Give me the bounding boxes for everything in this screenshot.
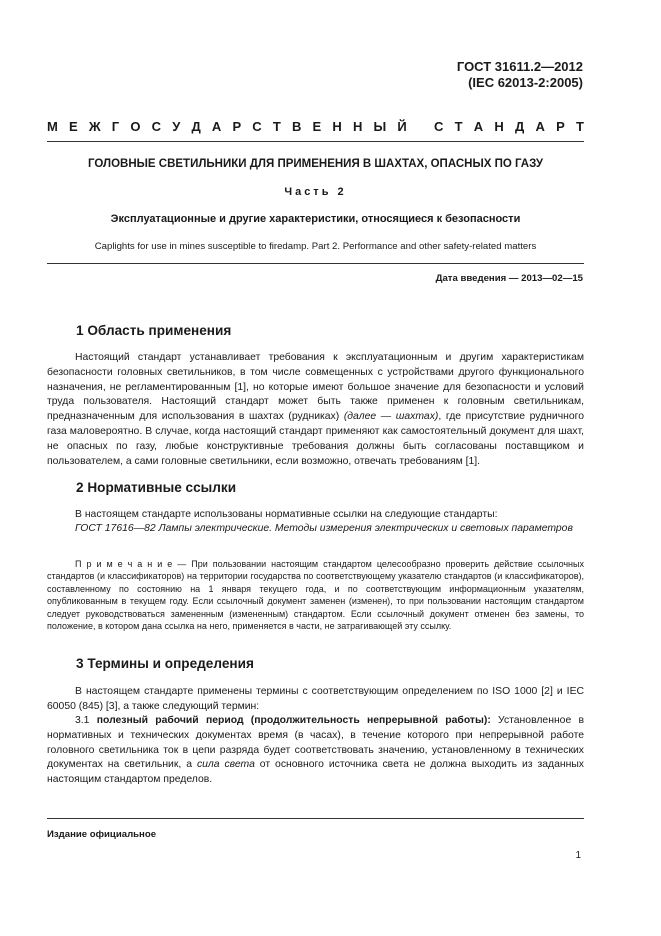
banner-left-letter: Р [232,119,242,134]
page-number: 1 [575,850,581,861]
section-1-text-italic: (далее — шахтах) [343,411,439,423]
banner-right-letter: Т [575,119,584,134]
term-name: полезный рабочий период (продолжительность непрерывной работы): [96,715,491,726]
standard-code-block [457,59,583,91]
banner-left-letter: А [211,119,222,134]
banner-left-letters [47,119,407,134]
introduction-date: Дата введения — 2013—02—15 [435,273,583,284]
banner-left-letter: Е [69,119,78,134]
section-1-text-a: Настоящий стандарт устанавливает требования к эксплуатационным и другим характеристикам безопасности головных светильников, в том числе совмещенных с устройствами другого функционального назначения, не регламентированным [1], но которые имеют большое значение для безопасности и условий труда пользователя. Настоящий стандарт может быть также применен к головным светильникам, предназначенным для использования в шахтах (рудниках) [47,352,584,423]
banner-right-letters [434,119,584,134]
banner-left-letter: О [130,119,141,134]
divider-top [47,141,584,142]
section-1-text-b: , где присутствие рудничного газа маловероятно. В случае, когда настоящий стандарт применяют как самостоятельный документ для шахт, не опасных по газу, любые конструктивные требования должны быть согласованы поставщиком и пользователем, а сами головные светильники, если возможно, отвечать требованиям [1]. [47,411,584,467]
banner-right-letter: Т [454,119,463,134]
standard-number: ГОСТ 31611.2—2012 [456,59,583,74]
section-1-heading: 1 Область применения [76,323,232,338]
banner-right-letter: Д [515,119,525,134]
note-text: При пользовании настоящим стандартом целесообразно проверить действие ссылочных стандартов (и классификаторов) на территории государства по соответствующему указателю стандартов (и классификаторов), составленному по состоянию на 1 января текущего года, и по соответствующим информационным указателям, опубликованным в текущем году. Если ссылочный документ заменен (изменен), то при пользовании настоящим стандартом следует руководствоваться замененным (измененным) стандартом. Если ссылочный документ отменен без замены, то положение, в котором дана ссылка на него, применяется в части, не затрагивающей эту ссылку. [47,559,585,632]
section-3-intro: В настоящем стандарте применены термины с соответствующим определением по ISO 1000 [2] и IEC 60050 (845) [3], а также следующий термин: [47,686,584,712]
banner-left-letter: Н [352,119,363,134]
section-2-note [47,558,584,632]
banner-left-letter: С [151,119,162,134]
banner-right-letter: Р [556,119,565,134]
banner-right-letter: Н [494,119,504,134]
document-title: ГОЛОВНЫЕ СВЕТИЛЬНИКИ ДЛЯ ПРИМЕНЕНИЯ В ШАХТАХ, ОПАСНЫХ ПО ГАЗУ [88,158,543,170]
section-2-heading: 2 Нормативные ссылки [76,480,237,495]
section-2-intro: В настоящем стандарте использованы нормативные ссылки на следующие стандарты: [75,509,498,520]
banner-left-letter: Н [332,119,342,134]
banner-left-letter: Й [397,119,407,134]
iec-reference: (IEC 62013-2:2005) [468,75,583,90]
banner-left-letter: Т [272,119,281,134]
banner-right-letter: А [535,119,545,134]
banner-left-letter: Д [191,119,201,134]
term-definition-b: от основного источника света не должна выходить из заданных настоящим стандартом пределов. [47,759,584,786]
section-1-text [47,351,584,469]
divider-footer [47,818,584,819]
document-part: Часть 2 [284,186,347,198]
note-label: П р и м е ч а н и е — [75,559,187,569]
banner-left-letter: Е [312,119,322,134]
section-3-heading: 3 Термины и определения [76,656,254,671]
term-definition-italic: сила света [196,759,255,771]
english-title: Caplights for use in mines susceptible to firedamp. Part 2. Performance and other safety-related matters [94,241,537,252]
divider-middle [47,263,584,264]
section-2-reference: ГОСТ 17616—82 Лампы электрические. Методы измерения электрических и световых параметров [75,523,573,534]
interstate-standard-banner [47,119,584,134]
banner-left-letter: Ж [88,119,101,134]
banner-left-letter: М [47,119,58,134]
document-subtitle: Эксплуатационные и другие характеристики, относящиеся к безопасности [110,213,521,225]
term-3-1-definition [47,714,584,788]
banner-left-letter: Г [111,119,120,134]
banner-right-letter: С [434,119,444,134]
banner-left-letter: С [252,119,262,134]
term-number: 3.1 [75,715,97,726]
banner-right-letter: А [473,119,484,134]
banner-left-letter: Ы [373,119,387,134]
banner-left-letter: В [291,119,302,134]
official-edition-label: Издание официальное [47,829,157,840]
term-definition-a: Установленное в нормативных и технических документах время (в часах), в течение которого при непрерывной работе головного светильника ток в цепи разряда будет соответствовать значению, установленному в технических документах на светильник, а [47,715,585,771]
banner-left-letter: У [172,119,181,134]
